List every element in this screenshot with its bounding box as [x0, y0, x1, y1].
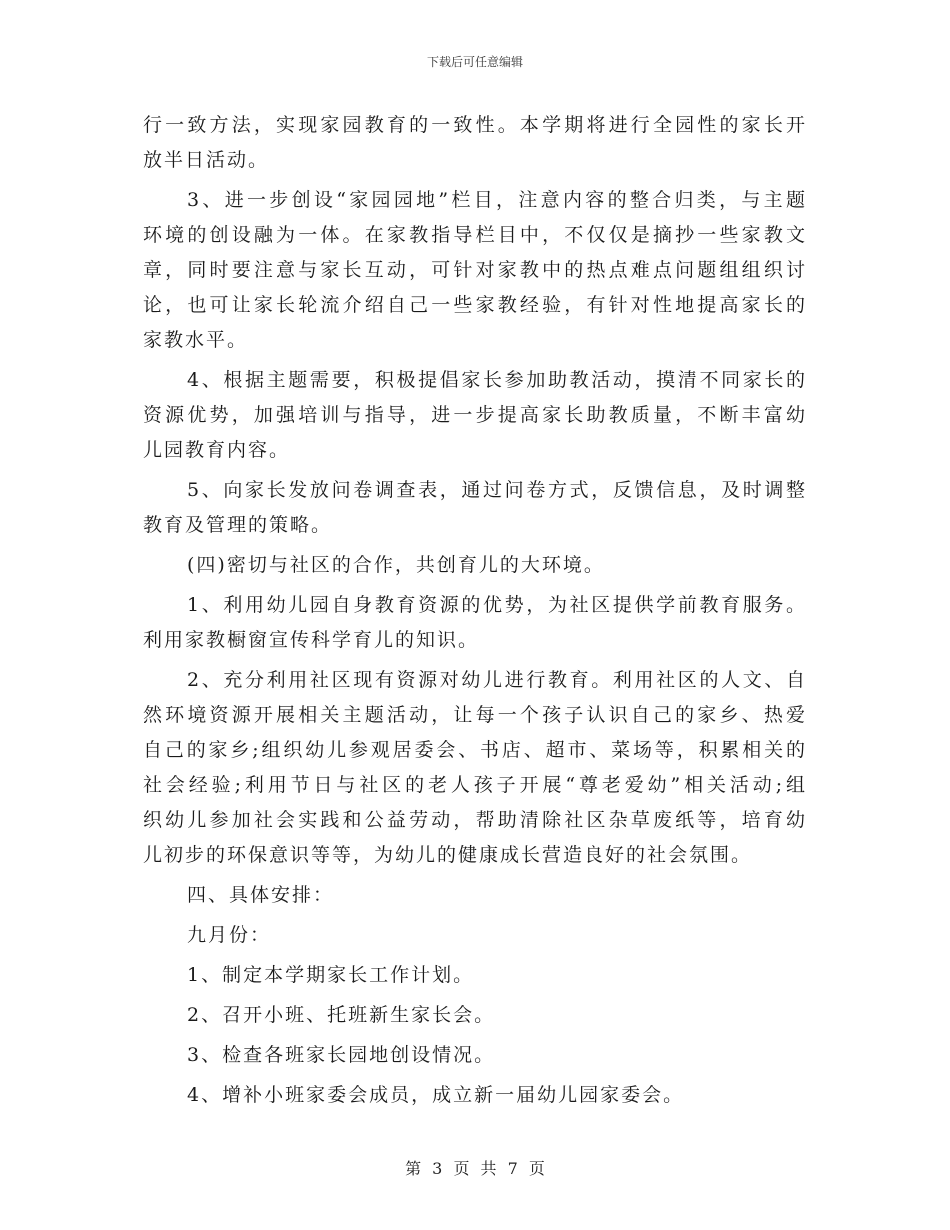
text-line: 四、具体安排：: [187, 884, 335, 906]
text-line: 2、召开小班、托班新生家长会。: [187, 1004, 496, 1026]
text-line: 3、检查各班家长园地创设情况。: [187, 1044, 496, 1066]
text-line: 5、向家长发放问卷调查表，通过问卷方式，反馈信息，及时调整: [187, 479, 807, 501]
text-line: 1、制定本学期家长工作计划。: [187, 964, 475, 986]
text-line: 自己的家乡;组织幼儿参观居委会、书店、超市、菜场等，积累相关的: [143, 739, 807, 761]
text-line: 行一致方法，实现家园教育的一致性。本学期将进行全园性的家长开: [143, 114, 807, 136]
text-line: 3、进一步创设“家园园地”栏目，注意内容的整合归类，与主题: [187, 189, 807, 211]
text-line: (四)密切与社区的合作，共创育儿的大环境。: [187, 554, 605, 576]
text-line: 儿园教育内容。: [143, 439, 291, 461]
text-line: 4、根据主题需要，积极提倡家长参加助教活动，摸清不同家长的: [187, 369, 807, 391]
text-line: 社会经验;利用节日与社区的老人孩子开展“尊老爱幼”相关活动;组: [143, 774, 807, 796]
text-line: 家教水平。: [143, 329, 249, 351]
text-line: 儿初步的环保意识等等，为幼儿的健康成长营造良好的社会氛围。: [143, 844, 753, 866]
text-line: 织幼儿参加社会实践和公益劳动，帮助清除社区杂草废纸等，培育幼: [143, 809, 807, 831]
text-line: 2、充分利用社区现有资源对幼儿进行教育。利用社区的人文、自: [187, 669, 807, 691]
text-line: 资源优势，加强培训与指导，进一步提高家长助教质量，不断丰富幼: [143, 404, 807, 426]
text-line: 论，也可让家长轮流介绍自己一些家教经验，有针对性地提高家长的: [143, 294, 807, 316]
text-line: 利用家教橱窗宣传科学育儿的知识。: [143, 629, 480, 651]
text-line: 教育及管理的策略。: [143, 514, 333, 536]
text-line: 然环境资源开展相关主题活动，让每一个孩子认识自己的家乡、热爱: [143, 704, 807, 726]
text-line: 环境的创设融为一体。在家教指导栏目中，不仅仅是摘抄一些家教文: [143, 224, 807, 246]
page-header-note: 下载后可任意编辑: [426, 55, 523, 69]
page-footer: 第 3 页 共 7 页: [405, 1159, 545, 1178]
text-line: 章，同时要注意与家长互动，可针对家教中的热点难点问题组组织讨: [143, 259, 807, 281]
text-line: 1、利用幼儿园自身教育资源的优势，为社区提供学前教育服务。: [187, 594, 807, 616]
text-line: 4、增补小班家委会成员，成立新一届幼儿园家委会。: [187, 1084, 685, 1106]
text-line: 九月份：: [187, 924, 272, 946]
text-line: 放半日活动。: [143, 149, 270, 171]
